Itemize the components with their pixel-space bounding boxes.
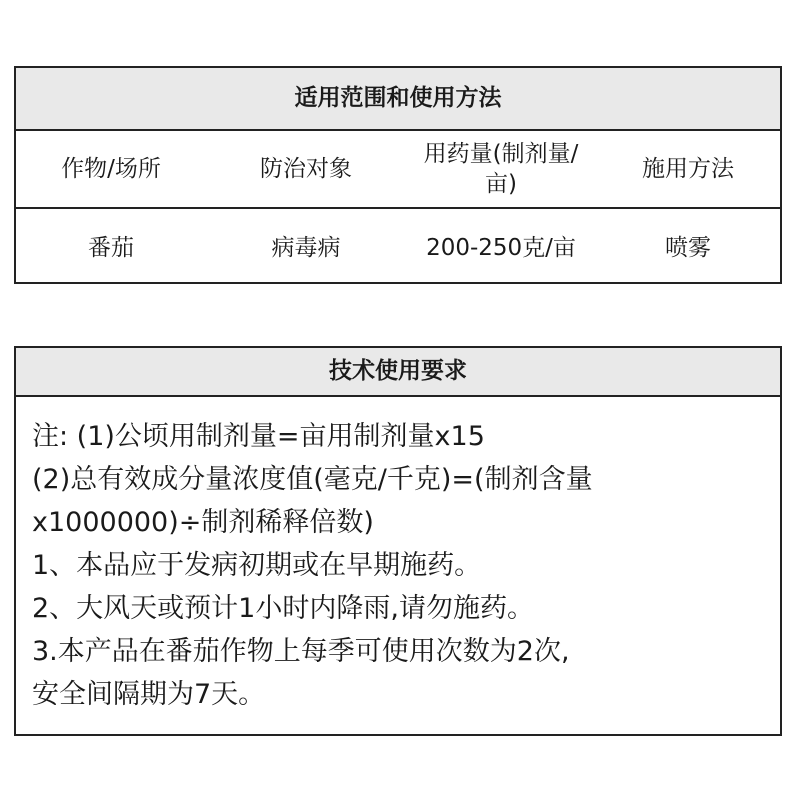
cell-crop: 番茄 bbox=[88, 235, 134, 261]
requirement-line: 1、本品应于发病初期或在早期施药。 bbox=[32, 550, 482, 581]
technical-requirements-title: 技术使用要求 bbox=[16, 348, 780, 397]
technical-requirements-body bbox=[16, 397, 780, 716]
requirement-line: (2)总有效成分量浓度值(毫克/千克)=(制剂含量 bbox=[32, 464, 593, 495]
table-header-row bbox=[16, 131, 780, 208]
requirement-line: 安全间隔期为7天。 bbox=[32, 679, 266, 710]
header-dosage-text: 用药量(制剂量/亩) bbox=[423, 141, 579, 197]
requirement-line: 3.本产品在番茄作物上每季可使用次数为2次, bbox=[32, 636, 570, 667]
usage-table bbox=[16, 131, 780, 282]
header-method: 施用方法 bbox=[642, 156, 734, 182]
cell-target: 病毒病 bbox=[271, 235, 341, 261]
requirement-line: 注: (1)公顷用制剂量=亩用制剂量x15 bbox=[32, 421, 485, 452]
usage-method-title: 适用范围和使用方法 bbox=[16, 68, 780, 131]
table-row bbox=[16, 208, 780, 282]
requirement-line: 2、大风天或预计1小时内降雨,请勿施药。 bbox=[32, 593, 534, 624]
header-dosage bbox=[406, 131, 596, 208]
cell-method: 喷雾 bbox=[665, 235, 711, 261]
usage-method-panel bbox=[14, 66, 782, 284]
header-target: 防治对象 bbox=[260, 156, 352, 182]
cell-dosage: 200-250克/亩 bbox=[426, 235, 576, 261]
requirement-line: x1000000)÷制剂稀释倍数) bbox=[32, 507, 374, 538]
technical-requirements-panel bbox=[14, 346, 782, 736]
header-crop: 作物/场所 bbox=[61, 156, 161, 182]
